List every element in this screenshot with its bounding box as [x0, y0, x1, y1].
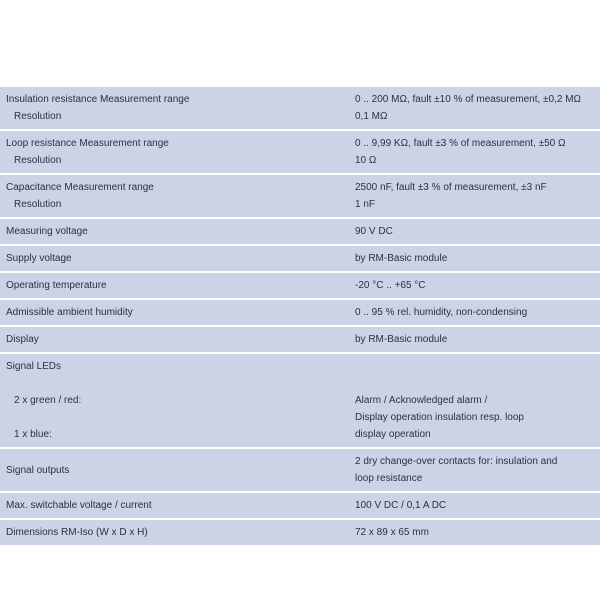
spec-label: Measuring voltage	[0, 218, 351, 245]
spec-row-loop	[0, 130, 600, 174]
spec-value-cell	[351, 448, 600, 492]
spec-value: 0 .. 200 MΩ, fault ±10 % of measurement, ±0,2 MΩ	[355, 94, 582, 105]
spec-label-cell	[0, 353, 351, 448]
spec-label: Insulation resistance Measurement range	[6, 94, 190, 105]
spacer	[6, 375, 346, 392]
spec-row-insulation	[0, 87, 600, 130]
spec-row-display	[0, 326, 600, 353]
spec-value: 90 V DC	[351, 218, 600, 245]
spacer	[355, 358, 595, 375]
spec-value: Display operation insulation resp. loop	[355, 412, 524, 423]
spacer	[6, 409, 346, 426]
spec-label-cell	[0, 130, 351, 174]
spec-value: -20 °C .. +65 °C	[351, 272, 600, 299]
spec-row-signal-outputs	[0, 448, 600, 492]
spec-value-cell	[351, 130, 600, 174]
spec-value: Alarm / Acknowledged alarm /	[355, 395, 488, 406]
spec-label: Supply voltage	[0, 245, 351, 272]
spec-value: by RM-Basic module	[351, 245, 600, 272]
spec-subvalue: 1 nF	[355, 199, 376, 210]
spec-row-dimensions	[0, 519, 600, 546]
spec-label-cell	[0, 174, 351, 218]
spacer	[355, 375, 595, 392]
spec-label: Dimensions RM-Iso (W x D x H)	[0, 519, 351, 546]
spec-value-cell	[351, 353, 600, 448]
spec-value: 0 .. 95 % rel. humidity, non-condensing	[351, 299, 600, 326]
spec-table	[0, 87, 600, 547]
spec-label: Max. switchable voltage / current	[0, 492, 351, 519]
spec-value-cell	[351, 87, 600, 130]
spec-value: 2500 nF, fault ±3 % of measurement, ±3 nF	[355, 182, 547, 193]
spec-value: display operation	[355, 429, 431, 440]
spec-value: 0 .. 9,99 KΩ, fault ±3 % of measurement, ±50 Ω	[355, 138, 566, 149]
spec-subvalue: 10 Ω	[355, 155, 377, 166]
spec-value: 2 dry change-over contacts for: insulation and	[355, 456, 558, 467]
spec-label: Operating temperature	[0, 272, 351, 299]
spec-subvalue: 0,1 MΩ	[355, 111, 388, 122]
spec-row-switchable	[0, 492, 600, 519]
spec-label: Capacitance Measurement range	[6, 182, 154, 193]
spec-sublabel: 1 x blue:	[14, 429, 52, 440]
spec-value-cell	[351, 174, 600, 218]
spec-label: Signal outputs	[0, 448, 351, 492]
spec-label: Signal LEDs	[6, 361, 62, 372]
spec-sublabel: Resolution	[14, 199, 62, 210]
spec-label: Admissible ambient humidity	[0, 299, 351, 326]
spec-value: 72 x 89 x 65 mm	[351, 519, 600, 546]
spec-label: Display	[0, 326, 351, 353]
spec-value: loop resistance	[355, 473, 423, 484]
spec-row-humidity	[0, 299, 600, 326]
spec-sublabel: 2 x green / red:	[14, 395, 82, 406]
spec-row-supply-voltage	[0, 245, 600, 272]
spec-row-signal-leds	[0, 353, 600, 448]
spec-label-cell	[0, 87, 351, 130]
spec-value: 100 V DC / 0,1 A DC	[351, 492, 600, 519]
spec-row-operating-temperature	[0, 272, 600, 299]
spec-label: Loop resistance Measurement range	[6, 138, 169, 149]
spec-row-measuring-voltage	[0, 218, 600, 245]
spec-row-capacitance	[0, 174, 600, 218]
spec-sublabel: Resolution	[14, 155, 62, 166]
spec-sublabel: Resolution	[14, 111, 62, 122]
spec-value: by RM-Basic module	[351, 326, 600, 353]
